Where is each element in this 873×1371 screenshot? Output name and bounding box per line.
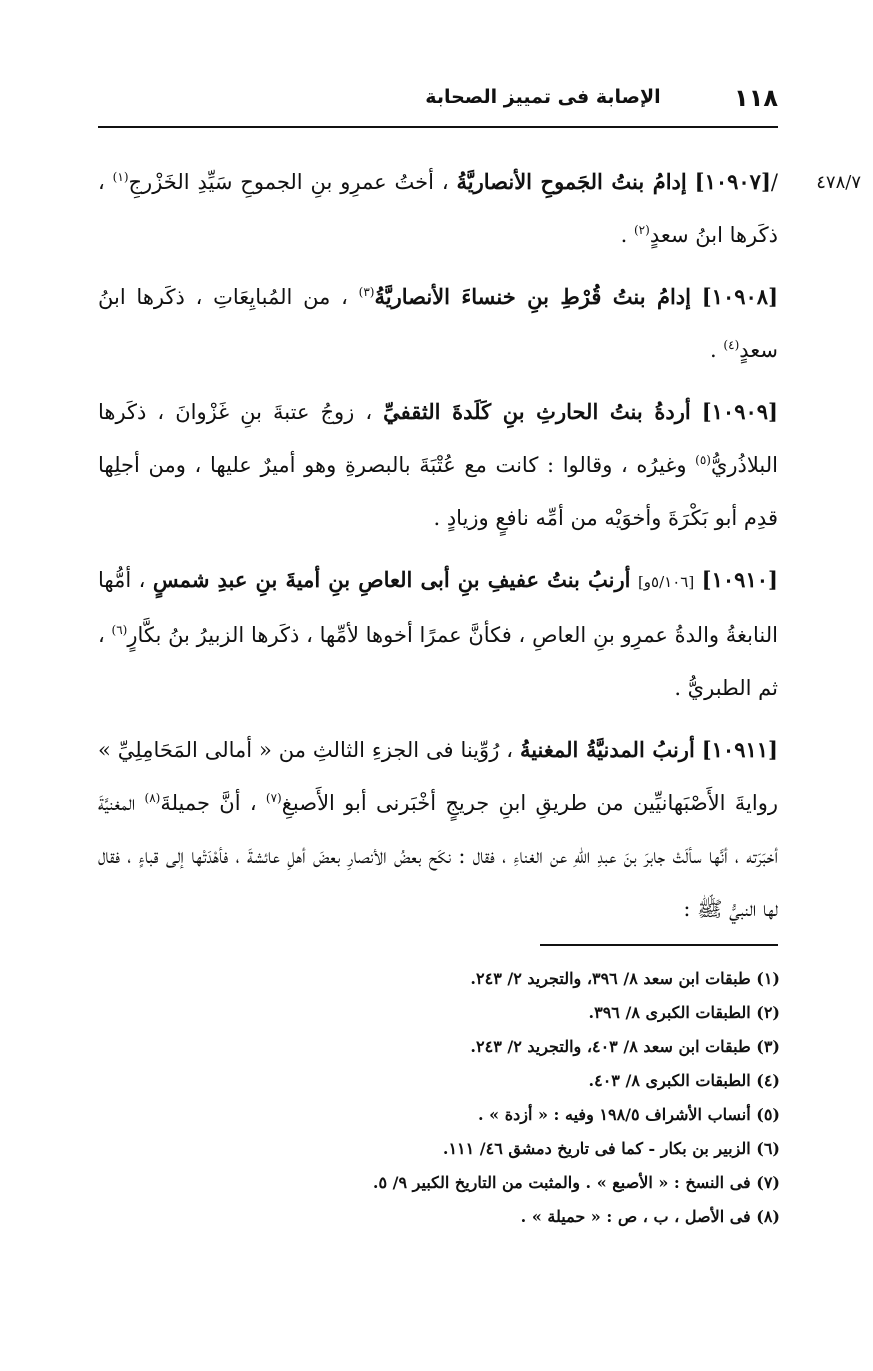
- entry-name: أردةُ بنتُ الحارثِ بنِ كَلَدةَ الثقفيِّ: [383, 399, 691, 424]
- entry-10908: [98, 270, 778, 377]
- entry-text: ، أنَّ جميلةَ: [160, 791, 257, 815]
- entry-text: ، أمُّها النابغةُ والدةُ عمرِو بنِ العاصِ ، فكأنَّ عمرًا أخوها لأمِّها ، ذكَرها الزبيرُ بنُ بكَّارٍ: [98, 568, 778, 647]
- entry-number: [١٠٩٠٨]: [701, 284, 779, 309]
- entry-number: [١٠٩١١]: [701, 737, 778, 762]
- footnote-marker: (٢): [633, 223, 650, 237]
- footnote-marker: (٥): [695, 453, 711, 467]
- entry-text: ، ذكَرها ابنُ سعدٍ: [98, 170, 778, 247]
- entry-10909: [98, 385, 778, 545]
- entry-10910: [98, 553, 778, 715]
- footnote-marker: (٦): [111, 623, 128, 637]
- entry-text: ، رُوِّينا فى الجزءِ الثالثِ من « أمالى المَحَامِلِيِّ » روايةَ الأَصْبَهانيِّين من طريقِ ابنِ جريجٍ أخْبَرنى أبو الأَصبغِ: [98, 738, 778, 815]
- entry-text: ، زوجُ عتبةَ بنِ غَزْوانَ ، ذكَرها البلاذُريُّ: [98, 400, 778, 477]
- entry-end: .: [710, 338, 717, 362]
- footnote-marker: (١): [112, 170, 129, 184]
- footnote-8: (٨) فى الأصل ، ب ، ص : « حميلة » .: [520, 1207, 780, 1226]
- footnote-separator: [540, 944, 778, 946]
- main-text: [98, 155, 778, 936]
- manuscript-reference: [٥/١٠٦و]: [637, 573, 695, 591]
- entry-10911: [98, 723, 778, 936]
- footnote-marker: (٨): [144, 791, 161, 805]
- entry-name: أرنبُ بنتُ عفيفِ بنِ أبى العاصِ بنِ أميةَ بنِ عبدِ شمسٍ: [152, 567, 631, 592]
- entry-text: وغيرُه ، وقالوا : كانت مع عُتْبَةَ بالبصرةِ وهو أميرٌ عليها ، ومن أجلِها قدِم أبو بَكْرَةَ وأخوَيْه من أمِّه نافعٍ وزيادٍ .: [98, 453, 778, 530]
- entry-text: المغنيَّةَ أخبَرَته ، أنَّها سألَتْ جابرَ بنَ عبدِ اللهِ عن الغناءِ ، فقال : نكَح بعضُ الأنصارِ بعضَ أهلِ عائشةَ ، فأهْدَتْها إلى قباءٍ ، فقال لها النبيُّ ﷺ :: [98, 791, 778, 921]
- page-number: ١١٨: [734, 84, 778, 112]
- entry-lead: /: [770, 170, 778, 194]
- entry-name: إدامُ بنتُ الجَموحِ الأنصاريَّةُ: [456, 169, 687, 194]
- entry-end: .: [620, 223, 628, 247]
- running-title: الإصابة فى تمييز الصحابة: [425, 86, 661, 108]
- entry-text: ، من المُبايِعَاتِ ، ذكَرها ابنُ سعدٍ: [98, 285, 778, 362]
- header-rule: [98, 126, 778, 128]
- footnote-marker: (٧): [265, 791, 282, 805]
- footnote-7: (٧) فى النسخ : « الأصبع » . والمثبت من التاريخ الكبير ٩/ ٥.: [372, 1173, 780, 1192]
- footnote-marker: (٣): [358, 285, 375, 299]
- entry-number: [١٠٩٠٧]: [694, 169, 771, 194]
- entry-name: إدامُ بنتُ قُرْطِ بنِ خنساءَ الأنصاريَّةُ: [374, 284, 691, 309]
- entry-text: ، أختُ عمرِو بنِ الجموحِ سَيِّدِ الخَزْرجِ: [128, 170, 449, 194]
- footnote-3: (٣) طبقات ابن سعد ٨/ ٤٠٣، والتجريد ٢/ ٢٤٣.: [470, 1037, 780, 1056]
- footnote-2: (٢) الطبقات الكبرى ٨/ ٣٩٦.: [588, 1003, 780, 1022]
- entry-text: ، ثم الطبريُّ .: [98, 623, 778, 700]
- footnote-4: (٤) الطبقات الكبرى ٨/ ٤٠٣.: [588, 1071, 780, 1090]
- footnote-1: (١) طبقات ابن سعد ٨/ ٣٩٦، والتجريد ٢/ ٢٤٣.: [470, 969, 780, 988]
- entry-10907: [98, 155, 778, 262]
- entry-name: أرنبُ المدنيَّةُ المغنيةُ: [519, 737, 695, 762]
- page-header: [98, 84, 778, 124]
- footnote-marker: (٤): [723, 338, 740, 352]
- footnote-5: (٥) أنساب الأشراف ١٩٨/٥ وفيه : « أزدة » .: [478, 1105, 780, 1124]
- entry-number: [١٠٩١٠]: [701, 567, 778, 592]
- footnote-6: (٦) الزبير بن بكار - كما فى تاريخ دمشق ٤٦/ ١١١.: [442, 1139, 780, 1158]
- footnotes: [220, 962, 780, 1234]
- margin-reference: ٤٧٨/٧: [816, 172, 861, 193]
- entry-number: [١٠٩٠٩]: [701, 399, 778, 424]
